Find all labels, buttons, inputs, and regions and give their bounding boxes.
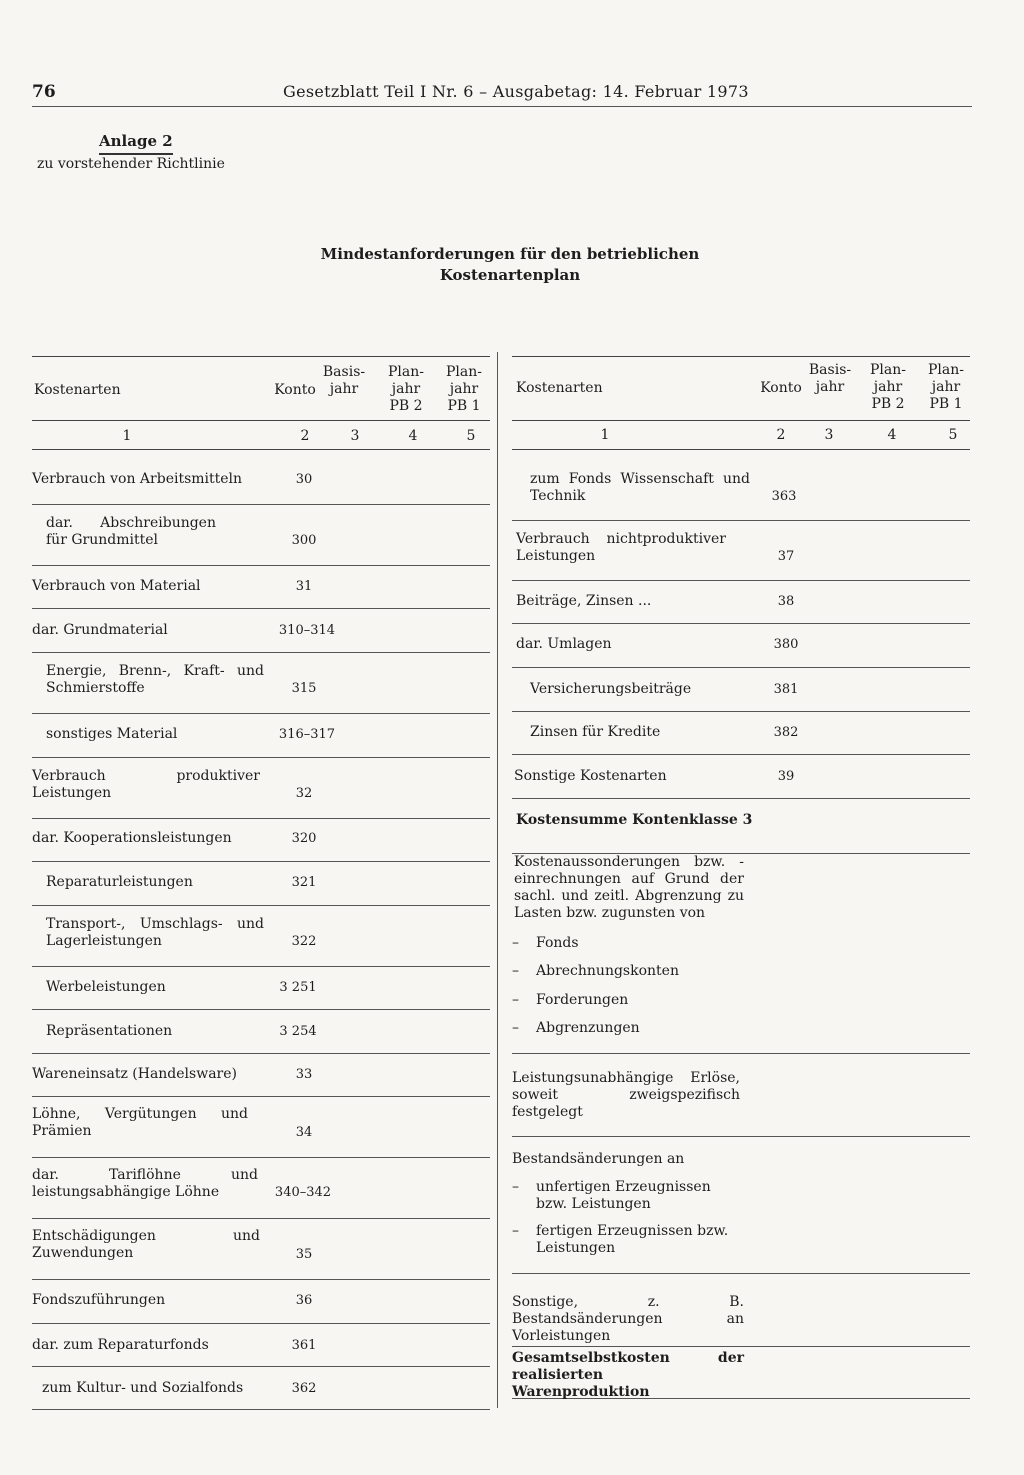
- table-row: [32, 862, 490, 906]
- row-label: dar. Grundmaterial: [32, 622, 168, 638]
- row-label: dar. Tariflöhne und leistungsabhängige Löhne: [32, 1167, 258, 1200]
- header-rule-1: [32, 420, 490, 421]
- row-konto: 361: [291, 1338, 317, 1353]
- title-line-2: Kostenartenplan: [439, 266, 581, 284]
- header-planjahr-pb2: [382, 364, 430, 415]
- row-konto: 310–314: [278, 623, 336, 638]
- row-konto: 33: [295, 1067, 313, 1082]
- header-rule: [32, 106, 972, 107]
- row-label: Löhne, Vergütungen und Prämien: [32, 1106, 248, 1139]
- header-pb2-line1: Plan-: [870, 362, 906, 378]
- table-row: [32, 1219, 490, 1280]
- title-line-1: Mindestanforderungen für den betrieblichen: [320, 245, 700, 263]
- row-label: Werbeleistungen: [46, 979, 166, 995]
- row-konto: 34: [295, 1125, 313, 1140]
- colnum-2: 2: [300, 428, 310, 444]
- row-konto: 381: [773, 682, 799, 697]
- header-pb1-line3: PB 1: [447, 398, 481, 414]
- table-row: [32, 566, 490, 609]
- row-konto: 362: [291, 1381, 317, 1396]
- colnum-5: 5: [466, 428, 476, 444]
- row-label: Sonstige Kostenarten: [514, 768, 667, 784]
- header-pb1-line3: PB 1: [929, 396, 963, 412]
- header-pb2-line3: PB 2: [389, 398, 423, 414]
- row-label: dar. Abschreibungen für Grundmittel: [46, 515, 216, 548]
- table-row: [512, 755, 970, 799]
- row-label: Versicherungsbeiträge: [530, 681, 692, 697]
- colnum-4: 4: [887, 427, 897, 443]
- list-item-text: Fonds: [536, 935, 579, 951]
- header-pb2-line3: PB 2: [871, 396, 905, 412]
- row-label: dar. Umlagen: [516, 636, 612, 652]
- table-row: [32, 1324, 490, 1367]
- header-pb2-line2: jahr: [391, 381, 421, 397]
- row-label: zum Fonds Wissenschaft und Technik: [530, 471, 750, 504]
- row-label: Verbrauch nichtproduktiver Leistungen: [516, 531, 726, 564]
- row-konto: 340–342: [274, 1185, 332, 1200]
- row-label: Reparaturleistungen: [46, 874, 193, 890]
- header-pb2-line1: Plan-: [388, 364, 424, 380]
- row-label: Beiträge, Zinsen ...: [516, 593, 652, 609]
- table-row: [32, 758, 490, 819]
- header-pb1-line2: jahr: [931, 379, 961, 395]
- table-row: [512, 1347, 970, 1399]
- row-label: Transport-, Umschlags- und Lagerleistungen: [46, 916, 264, 949]
- colnum-3: 3: [824, 427, 834, 443]
- header-basisjahr: [322, 364, 366, 398]
- row-konto: 3 251: [279, 980, 317, 995]
- table-row: [512, 1054, 970, 1137]
- header-pb1-line1: Plan-: [446, 364, 482, 380]
- table-row: [32, 714, 490, 758]
- table-row: [512, 1274, 970, 1347]
- table-row: [32, 653, 490, 714]
- row-label: dar. Kooperationsleistungen: [32, 830, 232, 846]
- row-konto: 30: [295, 472, 313, 487]
- annex-label: Anlage 2: [99, 132, 173, 155]
- table-row: [32, 1280, 490, 1324]
- row-label: zum Kultur- und Sozialfonds: [42, 1380, 244, 1396]
- colnum-3: 3: [350, 428, 360, 444]
- row-konto: 37: [777, 549, 795, 564]
- header-kostenarten: Kostenarten: [516, 380, 603, 396]
- row-label: Entschädigungen und Zuwendungen: [32, 1228, 260, 1261]
- header-basisjahr-line2: jahr: [329, 381, 359, 397]
- row-label: Verbrauch von Arbeitsmitteln: [32, 471, 243, 487]
- column-divider: [497, 352, 498, 1408]
- table-row: [32, 449, 490, 505]
- row-konto: 320: [291, 831, 317, 846]
- table-row: [32, 1010, 490, 1054]
- table-row: [512, 449, 970, 521]
- row-konto: 31: [295, 579, 313, 594]
- table-row: [32, 1054, 490, 1097]
- row-label: Wareneinsatz (Handelsware): [32, 1066, 237, 1082]
- row-label: Kostenaussonderungen bzw. -einrechnungen auf Grund der sachl. und zeitl. Abgrenzung zu Lasten bzw. zugunsten von: [514, 854, 744, 921]
- row-label: Bestandsänderungen an: [512, 1151, 685, 1167]
- row-label: Gesamtselbstkosten der realisierten Warenproduktion: [512, 1350, 744, 1400]
- table-row: [512, 521, 970, 581]
- annex-subtitle: zu vorstehender Richtlinie: [37, 156, 225, 172]
- list-item-text: Abgrenzungen: [536, 1020, 640, 1036]
- table-row: [32, 1367, 490, 1410]
- list-item-text: Forderungen: [536, 992, 629, 1008]
- row-konto: 363: [771, 489, 797, 504]
- row-konto: 36: [295, 1293, 313, 1308]
- row-konto: 300: [291, 533, 317, 548]
- row-konto: 380: [773, 637, 799, 652]
- list-item-text: fertigen Erzeugnissen bzw. Leistungen: [536, 1223, 729, 1256]
- header-konto: Konto: [760, 380, 802, 396]
- table-row: [512, 712, 970, 755]
- colnum-1: 1: [600, 427, 610, 443]
- colnum-5: 5: [948, 427, 958, 443]
- row-konto: 316–317: [278, 727, 336, 742]
- row-label: Fondszuführungen: [32, 1292, 166, 1308]
- table-top-rule: [32, 356, 490, 357]
- table-row: [512, 668, 970, 712]
- header-basisjahr-line2: jahr: [815, 379, 845, 395]
- colnum-4: 4: [408, 428, 418, 444]
- row-label: Verbrauch von Material: [32, 578, 201, 594]
- header-planjahr-pb2: [864, 362, 912, 413]
- header-basisjahr-line1: Basis-: [322, 364, 366, 380]
- row-label: Kostensumme Kontenklasse 3: [516, 812, 753, 828]
- row-label: dar. zum Reparaturfonds: [32, 1337, 209, 1353]
- row-konto: 321: [291, 875, 317, 890]
- header-rule-1: [512, 420, 970, 421]
- running-title: Gesetzblatt Teil I Nr. 6 – Ausgabetag: 14. Februar 1973: [283, 82, 749, 101]
- table-row: [32, 505, 490, 566]
- table-row: [512, 581, 970, 624]
- list-item-text: unfertigen Erzeugnissen bzw. Leistungen: [536, 1179, 711, 1212]
- colnum-2: 2: [776, 427, 786, 443]
- row-konto: 39: [777, 769, 795, 784]
- row-label: Zinsen für Kredite: [530, 724, 661, 740]
- table-row: [512, 799, 970, 854]
- table-top-rule: [512, 356, 970, 357]
- row-label: Leistungsunabhängige Erlöse, soweit zweigspezifisch festgelegt: [512, 1070, 740, 1120]
- row-konto: 382: [773, 725, 799, 740]
- table-row: [32, 609, 490, 653]
- row-konto: 3 254: [279, 1024, 317, 1039]
- table-row: [32, 1158, 490, 1219]
- header-pb2-line2: jahr: [873, 379, 903, 395]
- page-number: 76: [32, 82, 56, 102]
- header-kostenarten: Kostenarten: [34, 382, 121, 398]
- row-label: sonstiges Material: [46, 726, 178, 742]
- table-row: [32, 1097, 490, 1158]
- row-label: Energie, Brenn-, Kraft- und Schmierstoffe: [46, 663, 264, 696]
- row-konto: 35: [295, 1247, 313, 1262]
- row-label: Verbrauch produktiver Leistungen: [32, 768, 260, 801]
- colnum-1: 1: [122, 428, 132, 444]
- table-row: [32, 967, 490, 1010]
- row-konto: 315: [291, 681, 317, 696]
- header-basisjahr: [808, 362, 852, 396]
- table-row: [32, 906, 490, 967]
- header-pb1-line2: jahr: [449, 381, 479, 397]
- list-item-text: Abrechnungskonten: [536, 963, 679, 979]
- header-konto: Konto: [274, 382, 316, 398]
- header-planjahr-pb1: [440, 364, 488, 415]
- header-planjahr-pb1: [922, 362, 970, 413]
- table-row: [512, 624, 970, 668]
- document-title: [270, 244, 750, 286]
- table-row: Kostenaussonderungen bzw. -einrechnungen auf Grund der sachl. und zeitl. Abgrenzung zu Lasten bzw. zugunsten von – Fonds – Abrechnungskonten – Forderungen – Abgrenzungen: [512, 854, 970, 1054]
- row-konto: 32: [295, 786, 313, 801]
- row-label: Repräsentationen: [46, 1023, 173, 1039]
- row-konto: 38: [777, 594, 795, 609]
- table-row: Bestandsänderungen an – unfertigen Erzeugnissen bzw. Leistungen – fertigen Erzeugnissen bzw. Leistungen: [512, 1137, 970, 1274]
- table-row: [32, 819, 490, 862]
- row-konto: 322: [291, 934, 317, 949]
- header-basisjahr-line1: Basis-: [808, 362, 852, 378]
- row-label: Sonstige, z. B. Bestandsänderungen an Vorleistungen: [512, 1294, 744, 1344]
- header-pb1-line1: Plan-: [928, 362, 964, 378]
